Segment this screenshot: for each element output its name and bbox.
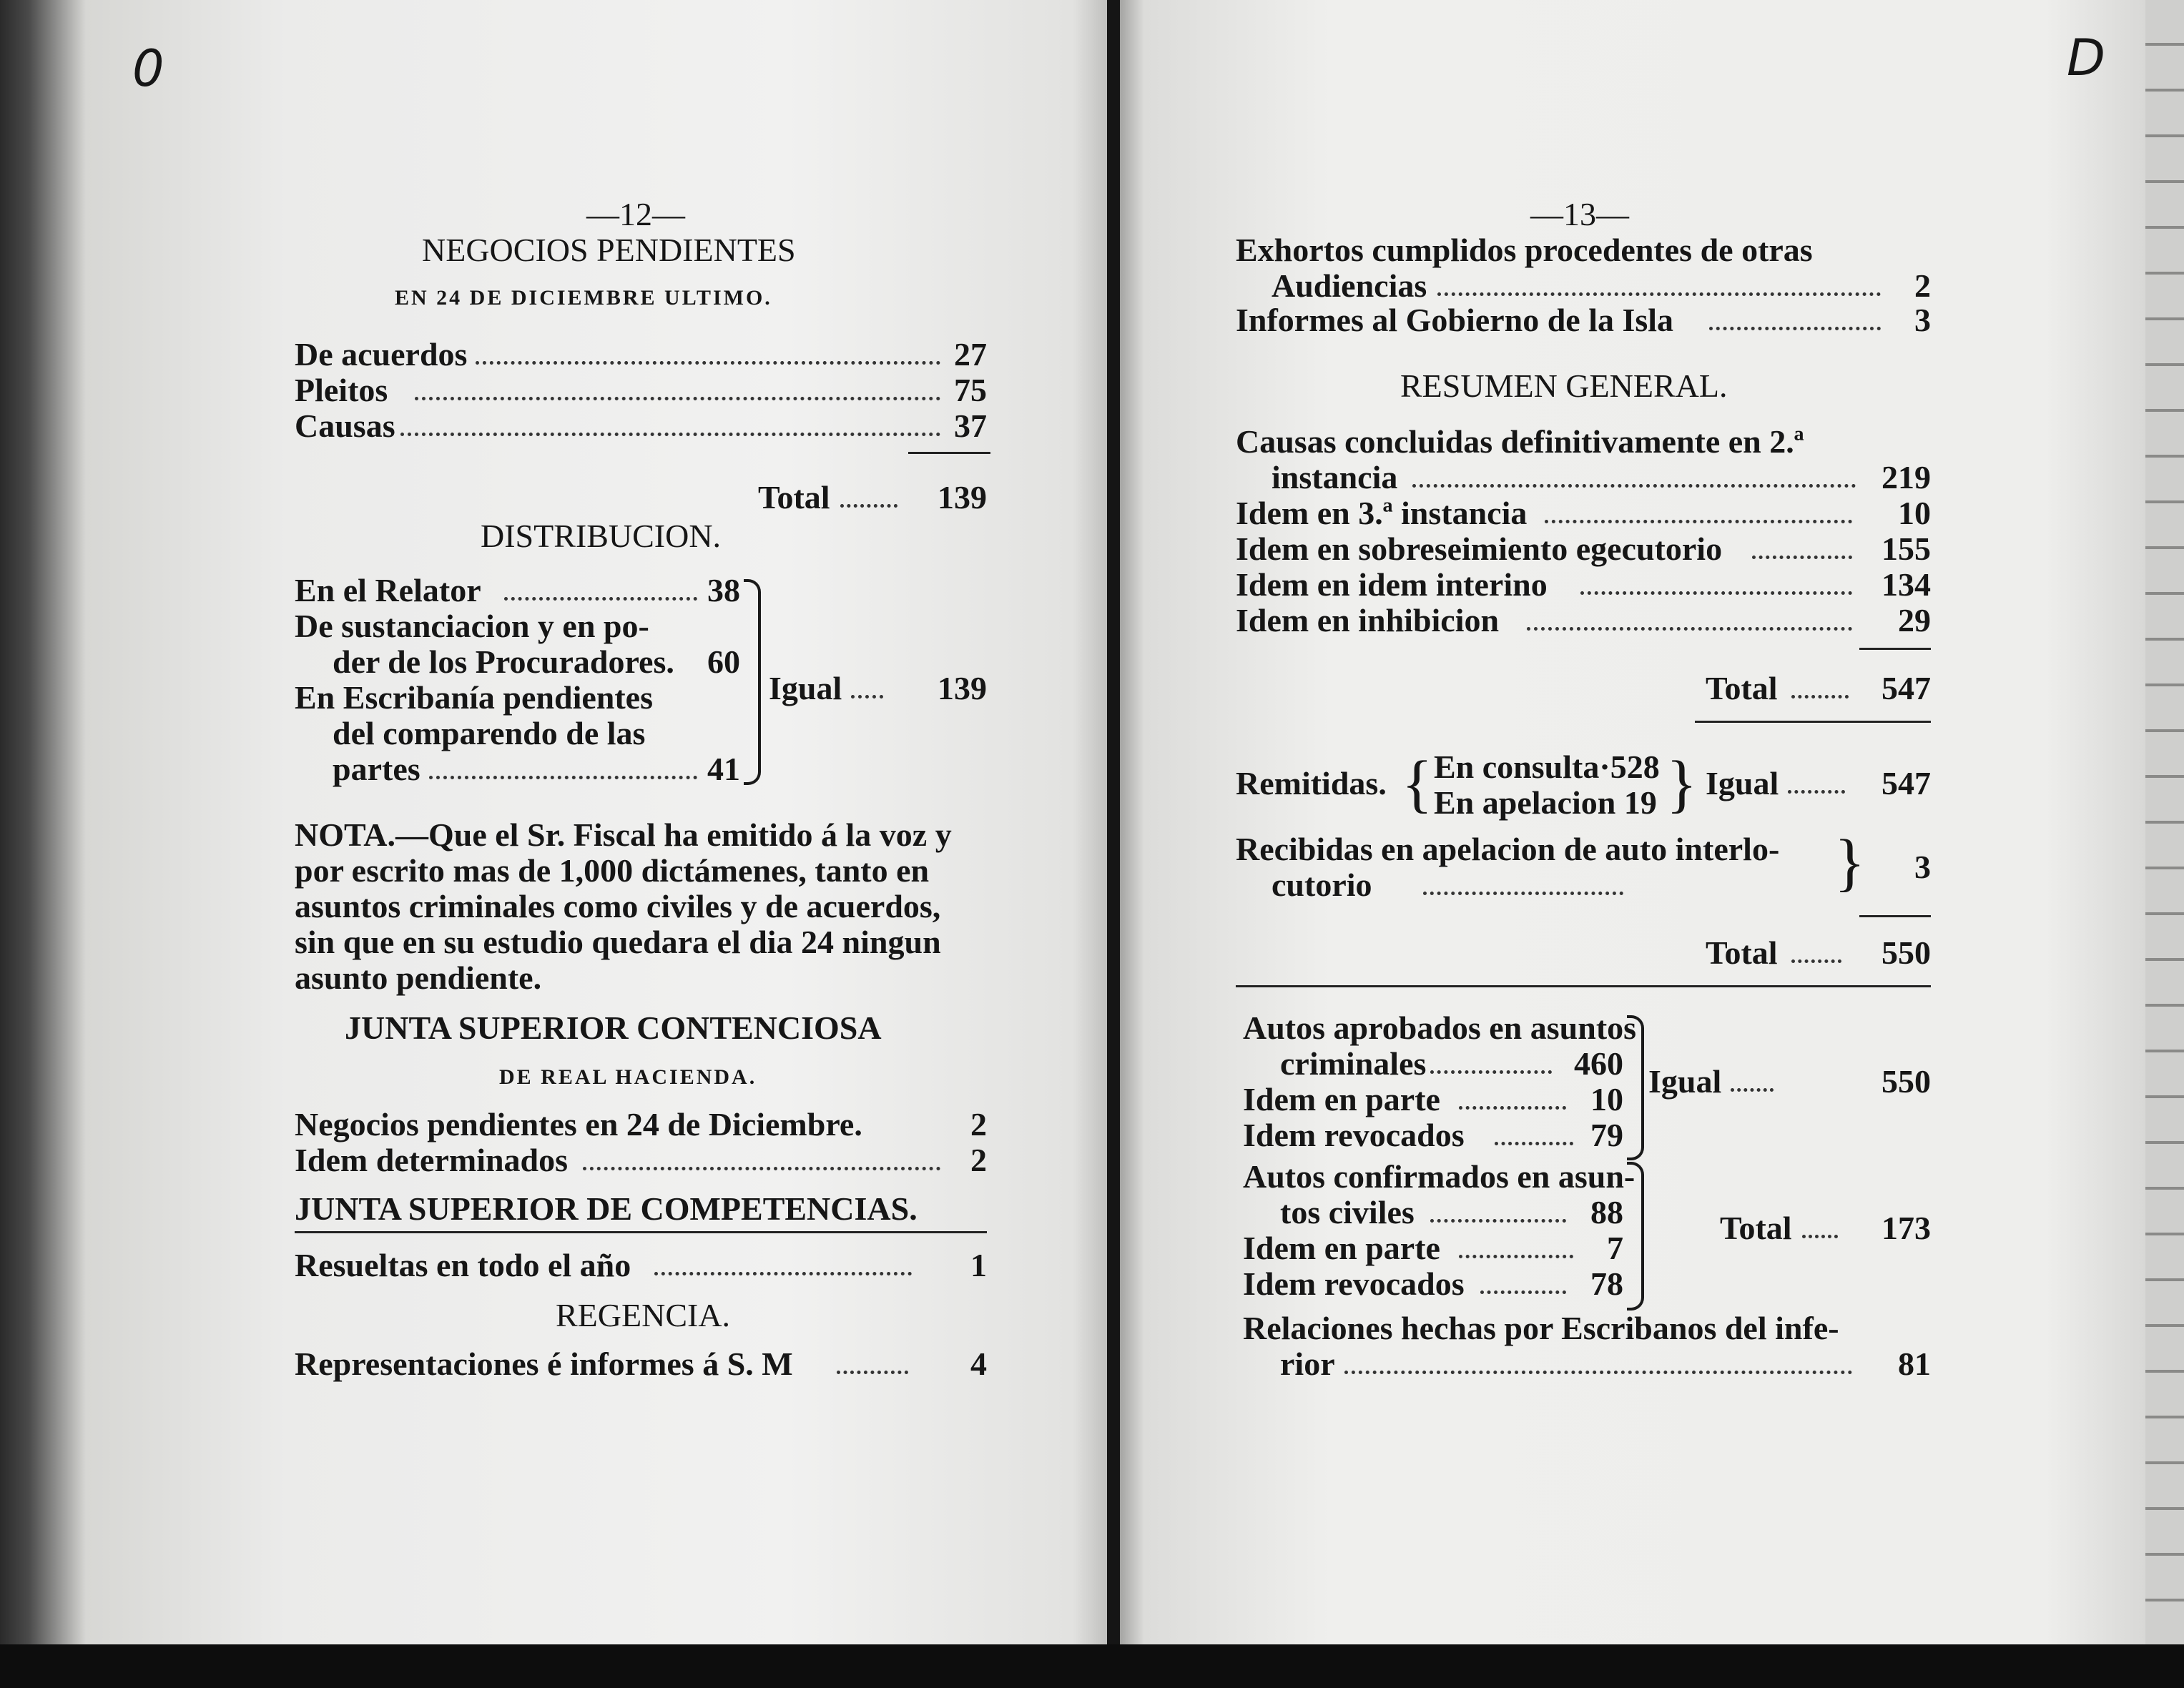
autos-line-3: Idem en parte (1243, 1081, 1440, 1117)
section-subtitle-fecha: EN 24 DE DICIEMBRE ULTIMO. (395, 286, 772, 310)
section-title-junta-contenciosa: JUNTA SUPERIOR CONTENCIOSA (345, 1010, 882, 1046)
leader-dots (1791, 695, 1849, 699)
total2-value: 550 (1882, 934, 1931, 971)
civiles-value-parte: 7 (1607, 1230, 1623, 1266)
autos-igual-label: Igual (1648, 1063, 1722, 1100)
leader-dots (1527, 627, 1852, 631)
total-value-right: 547 (1882, 670, 1931, 706)
leader-dots (1459, 1106, 1566, 1110)
sum-rule (1859, 648, 1931, 650)
leader-dots (1752, 556, 1852, 559)
section-rule (1695, 721, 1931, 723)
leader-dots (837, 1371, 908, 1374)
scan-border (0, 1644, 2184, 1688)
leader-dots (654, 1272, 912, 1275)
right-brace: } (1666, 749, 1698, 819)
relaciones-line-1: Relaciones hechas por Escribanos del infe- (1243, 1310, 1839, 1346)
leader-dots (1412, 484, 1856, 488)
corner-mark-left: 0 (132, 39, 164, 98)
informes-value: 3 (1914, 302, 1931, 338)
right-brace (744, 579, 761, 785)
leader-dots (583, 1167, 940, 1170)
dist-value-procuradores: 60 (707, 643, 740, 680)
leader-dots (476, 361, 940, 365)
dist-igual-label: Igual (769, 670, 842, 706)
row-label-causas: Causas (295, 408, 395, 444)
row-value-pleitos: 75 (954, 372, 987, 408)
resumen-value-inhibicion: 29 (1898, 602, 1931, 638)
dist-value-relator: 38 (707, 572, 740, 608)
section-title-negocios: NEGOCIOS PENDIENTES (422, 232, 796, 268)
causas-line-2: instancia (1271, 459, 1398, 495)
leader-dots (1430, 1070, 1552, 1074)
relaciones-value: 81 (1898, 1346, 1931, 1382)
section-rule (295, 1231, 987, 1233)
civiles-value-confirmados: 88 (1590, 1194, 1623, 1230)
corner-mark-right: D (2067, 29, 2105, 87)
leader-dots (851, 695, 883, 699)
autos-value-criminales: 460 (1574, 1045, 1623, 1082)
remitidas-label: Remitidas. (1236, 765, 1387, 801)
contenciosa-value-determinados: 2 (970, 1142, 987, 1178)
leader-dots (1788, 790, 1845, 794)
resumen-label-inhibicion: Idem en inhibicion (1236, 602, 1500, 638)
contenciosa-value-pendientes: 2 (970, 1106, 987, 1142)
civiles-line-3: Idem en parte (1243, 1230, 1440, 1266)
competencias-value: 1 (970, 1247, 987, 1283)
leader-dots (1430, 1219, 1566, 1223)
nota-line-3: asuntos criminales como civiles y de acuerdos, (295, 888, 941, 924)
remitidas-igual-value: 547 (1882, 765, 1931, 801)
leader-dots (1423, 892, 1623, 895)
leader-dots (1580, 591, 1852, 595)
total-value-left: 139 (938, 479, 987, 515)
sum-rule (908, 452, 990, 454)
contenciosa-label-determinados: Idem determinados (295, 1142, 569, 1178)
section-title-junta-competencias: JUNTA SUPERIOR DE COMPETENCIAS. (295, 1190, 918, 1227)
row-value-causas: 37 (954, 408, 987, 444)
leader-dots (415, 397, 940, 400)
leader-dots (429, 776, 697, 779)
civiles-total-value: 173 (1882, 1210, 1931, 1246)
resumen-label-3a: Idem en 3.ª instancia (1236, 495, 1528, 531)
row-value-acuerdos: 27 (954, 336, 987, 372)
resumen-label-sobreseimiento: Idem en sobreseimiento egecutorio (1236, 530, 1723, 567)
remitidas-apelacion: En apelacion 19 (1434, 784, 1657, 821)
resumen-label-interino: Idem en idem interino (1236, 566, 1548, 603)
sum-rule (1859, 915, 1931, 917)
dist-igual-value: 139 (938, 670, 987, 706)
total-label-right: Total (1706, 670, 1778, 706)
causas-value: 219 (1882, 459, 1931, 495)
resumen-value-3a: 10 (1898, 495, 1931, 531)
section-title-distribucion: DISTRIBUCION. (481, 518, 722, 554)
resumen-value-sobreseimiento: 155 (1882, 530, 1931, 567)
causas-line-1: Causas concluidas definitivamente en 2.ª (1236, 423, 1804, 460)
exhortos-line-2: Audiencias (1271, 267, 1427, 304)
civiles-line-2: tos civiles (1280, 1194, 1415, 1230)
civiles-line-1: Autos confirmados en asun- (1243, 1158, 1635, 1195)
nota-line-1: NOTA.—Que el Sr. Fiscal ha emitido á la voz y (295, 816, 952, 853)
autos-value-revocados: 79 (1590, 1117, 1623, 1153)
dist-line-4: En Escribanía pendientes (295, 679, 653, 716)
autos-igual-value: 550 (1882, 1063, 1931, 1100)
civiles-value-revocados: 78 (1590, 1265, 1623, 1302)
page-edge (2145, 0, 2184, 1688)
row-label-acuerdos: De acuerdos (295, 336, 468, 372)
leader-dots (1731, 1088, 1774, 1092)
section-rule (1236, 985, 1931, 987)
nota-line-4: sin que en su estudio quedara el dia 24 ningun (295, 924, 941, 960)
leader-dots (400, 433, 940, 436)
right-brace (1627, 1015, 1644, 1160)
civiles-total-label: Total (1720, 1210, 1792, 1246)
autos-line-1: Autos aprobados en asuntos (1243, 1010, 1637, 1046)
remitidas-igual-label: Igual (1706, 765, 1779, 801)
nota-line-2: por escrito mas de 1,000 dictámenes, tanto en (295, 852, 930, 889)
dist-line-5: del comparendo de las (333, 715, 646, 751)
remitidas-consulta: En consulta·528 (1434, 749, 1660, 785)
dist-value-escribania: 41 (707, 751, 740, 787)
dist-line-6: partes (333, 751, 420, 787)
autos-line-4: Idem revocados (1243, 1117, 1465, 1153)
page-number-left: —12— (586, 196, 685, 232)
leader-dots (1437, 292, 1881, 296)
recibidas-line-1: Recibidas en apelacion de auto interlo- (1236, 831, 1780, 867)
leader-dots (504, 597, 697, 601)
informes-label: Informes al Gobierno de la Isla (1236, 302, 1674, 338)
row-label-pleitos: Pleitos (295, 372, 388, 408)
regencia-label: Representaciones é informes á S. M (295, 1346, 793, 1382)
section-title-regencia: REGENCIA. (556, 1297, 731, 1333)
left-brace: { (1402, 749, 1433, 819)
autos-line-2: criminales (1280, 1045, 1427, 1082)
section-title-resumen: RESUMEN GENERAL. (1400, 367, 1728, 404)
regencia-value: 4 (970, 1346, 987, 1382)
page-number-right: —13— (1530, 196, 1629, 232)
exhortos-line-1: Exhortos cumplidos procedentes de otras (1236, 232, 1813, 268)
nota-line-5: asunto pendiente. (295, 959, 542, 996)
section-subtitle-real-hacienda: DE REAL HACIENDA. (499, 1065, 757, 1089)
book-gutter (1107, 0, 1120, 1688)
leader-dots (1709, 327, 1881, 330)
dist-line-3: der de los Procuradores. (333, 643, 674, 680)
right-brace: } (1834, 827, 1866, 898)
leader-dots (1791, 959, 1841, 963)
leader-dots (840, 504, 897, 508)
total-label-left: Total (758, 479, 830, 515)
dist-line-2: De sustanciacion y en po- (295, 608, 649, 644)
recibidas-value: 3 (1914, 849, 1931, 885)
civiles-line-4: Idem revocados (1243, 1265, 1465, 1302)
autos-value-parte: 10 (1590, 1081, 1623, 1117)
resumen-value-interino: 134 (1882, 566, 1931, 603)
leader-dots (1545, 520, 1852, 523)
competencias-label: Resueltas en todo el año (295, 1247, 631, 1283)
exhortos-value: 2 (1914, 267, 1931, 304)
leader-dots (1344, 1371, 1852, 1374)
leader-dots (1802, 1235, 1838, 1238)
total2-label: Total (1706, 934, 1778, 971)
right-brace (1627, 1162, 1644, 1311)
contenciosa-label-pendientes: Negocios pendientes en 24 de Diciembre. (295, 1106, 862, 1142)
dist-line-1: En el Relator (295, 572, 481, 608)
relaciones-line-2: rior (1280, 1346, 1335, 1382)
recibidas-line-2: cutorio (1271, 867, 1372, 903)
